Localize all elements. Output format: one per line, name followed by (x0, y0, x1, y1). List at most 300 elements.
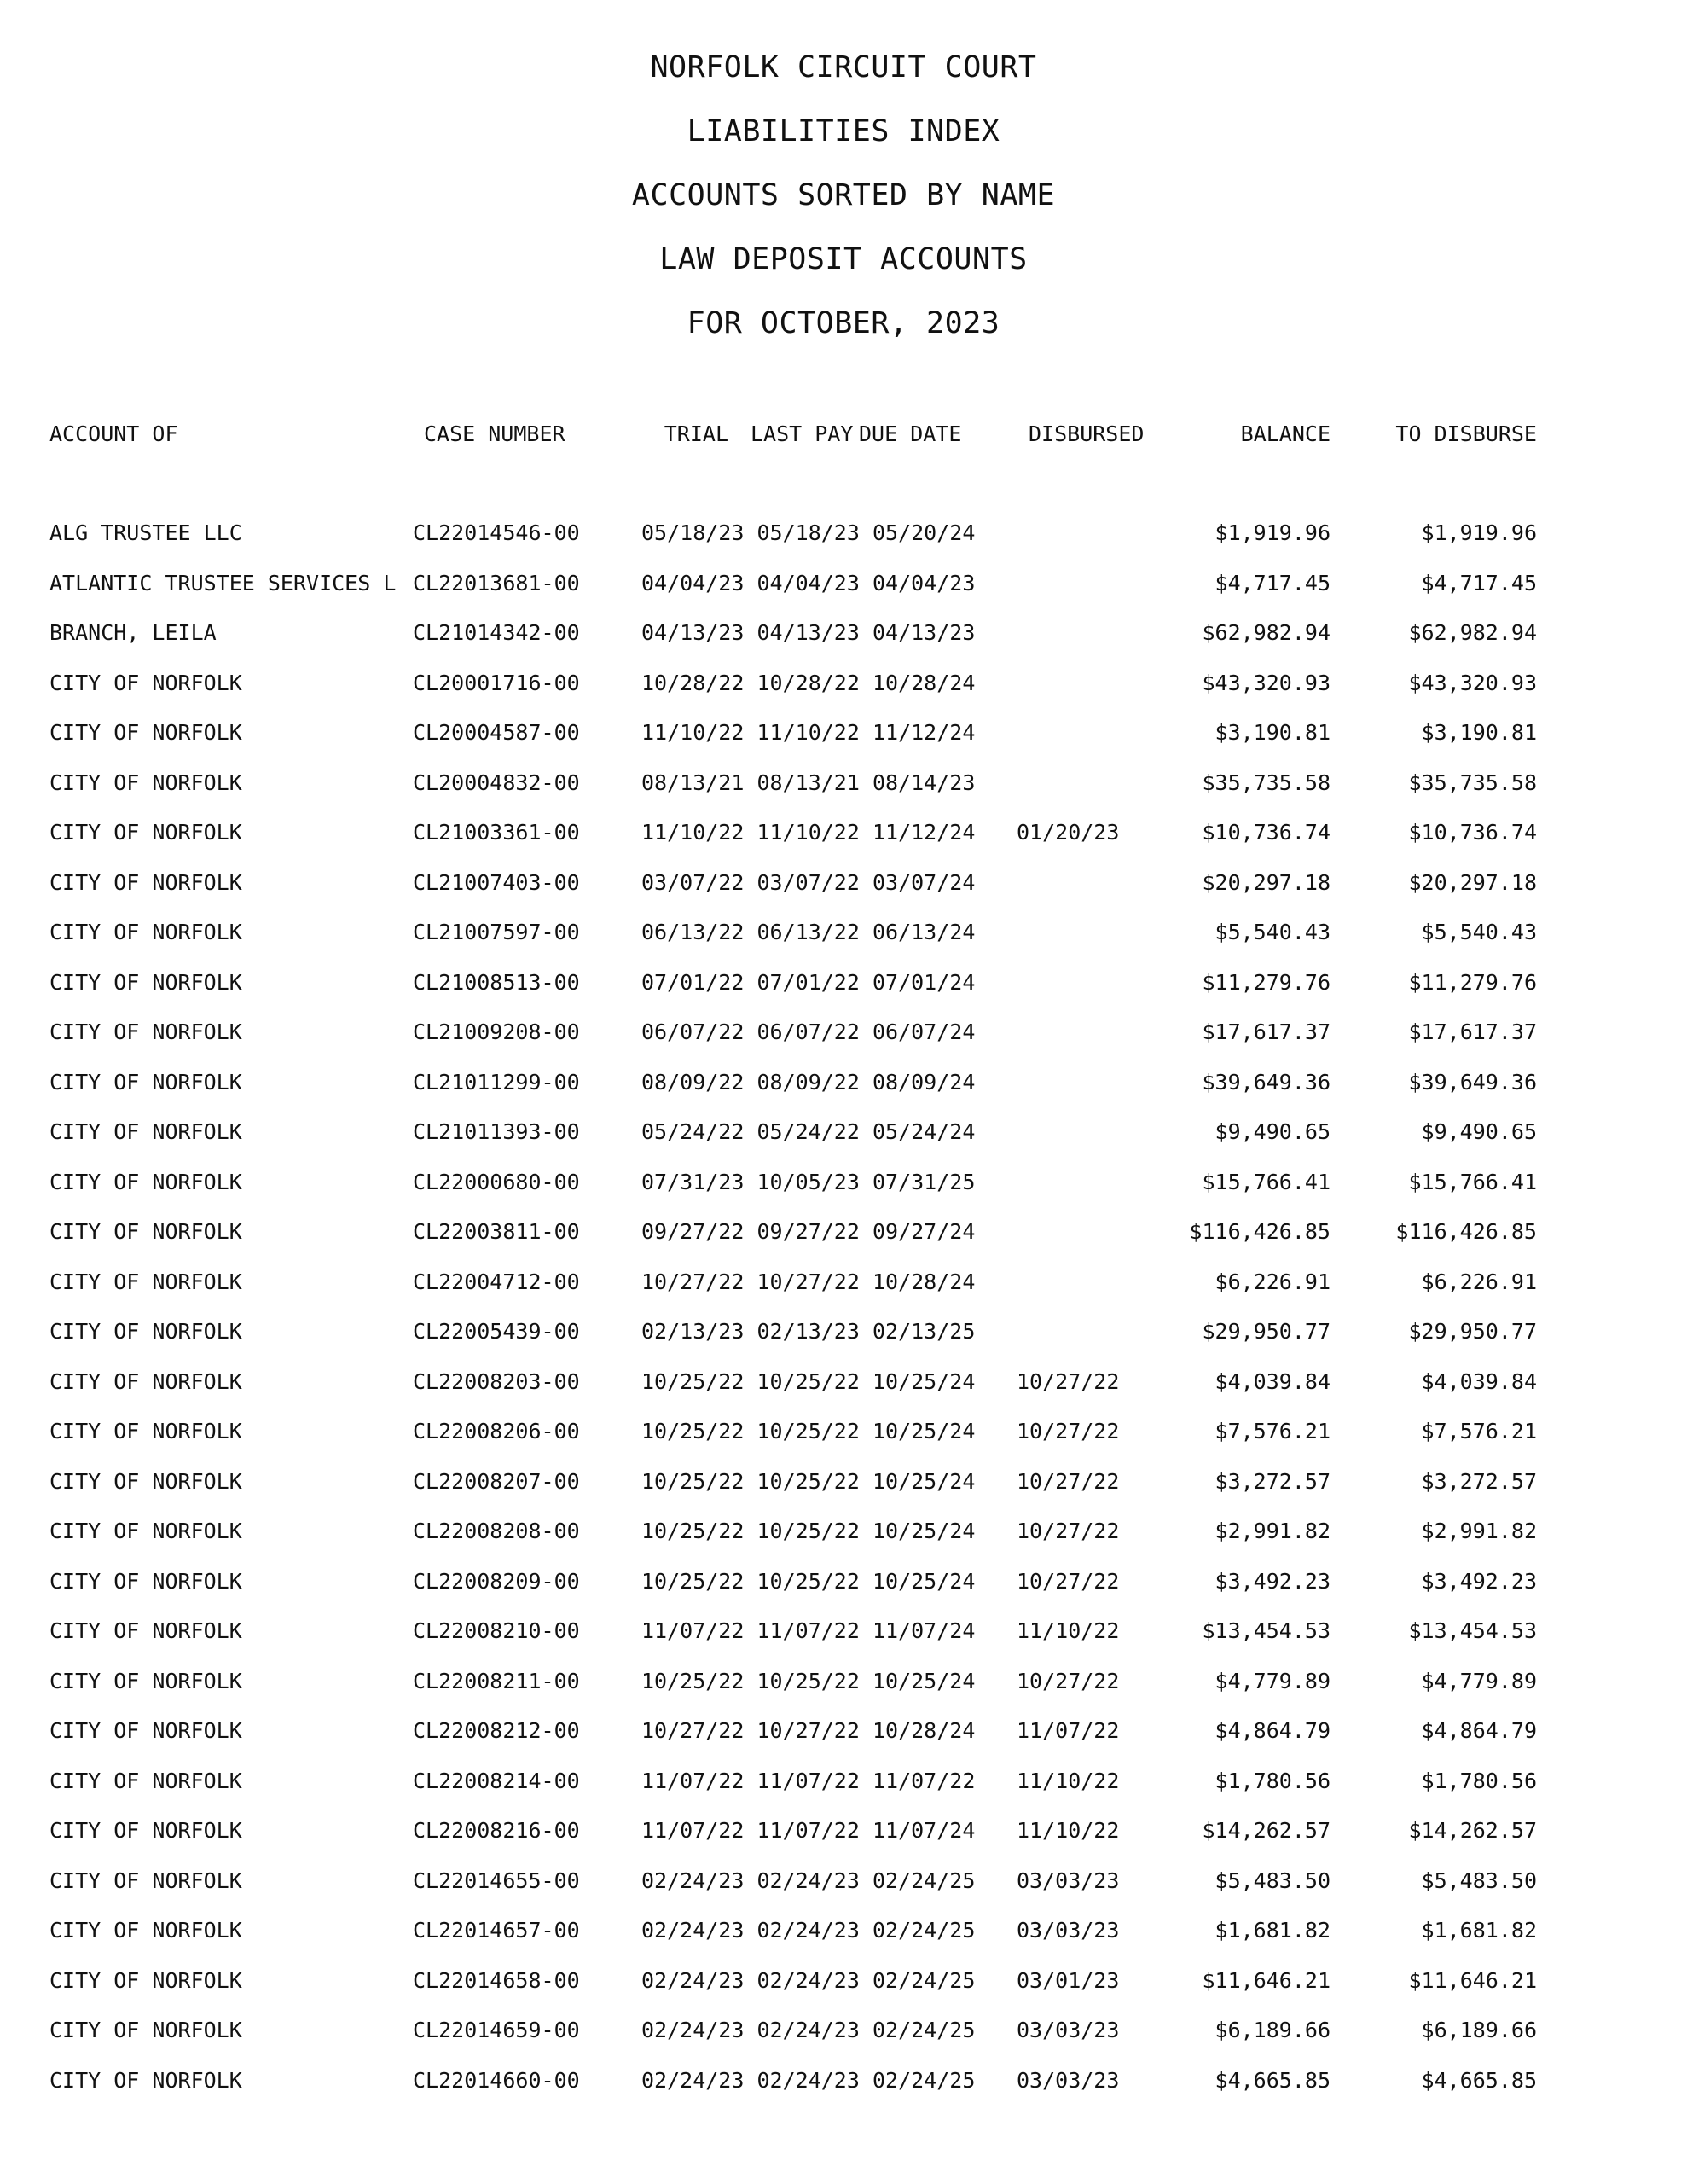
dates-cell (641, 1167, 975, 1198)
balance-cell: $39,649.36 (1202, 1069, 1330, 1095)
dates-cell (641, 1067, 975, 1098)
trial-date: 04/04/23 (641, 570, 745, 595)
disbursed-cell: 03/03/23 (1017, 2067, 1120, 2093)
balance-cell: $3,492.23 (1215, 1568, 1330, 1594)
due-date: 05/20/24 (872, 520, 976, 545)
column-header-trial: TRIAL (664, 421, 728, 446)
account-of-cell: CITY OF NORFOLK (49, 1069, 242, 1095)
case-number-cell: CL20001716-00 (413, 670, 580, 695)
trial-date: 11/10/22 (641, 820, 745, 845)
trial-date: 03/07/22 (641, 869, 745, 895)
balance-cell: $15,766.41 (1202, 1169, 1330, 1194)
account-of-cell: ATLANTIC TRUSTEE SERVICES L (49, 570, 397, 595)
to-disburse-cell: $6,226.91 (1421, 1269, 1537, 1294)
case-number-cell: CL21011299-00 (413, 1069, 580, 1095)
dates-cell (641, 1117, 975, 1147)
table-row (0, 2065, 1687, 2116)
due-date: 10/28/24 (872, 1269, 976, 1294)
to-disburse-cell: $20,297.18 (1408, 869, 1537, 895)
to-disburse-cell: $9,490.65 (1421, 1119, 1537, 1144)
report-header (0, 49, 1687, 369)
case-number-cell: CL21014342-00 (413, 620, 580, 645)
account-of-cell: CITY OF NORFOLK (49, 2018, 242, 2042)
to-disburse-cell: $7,576.21 (1421, 1419, 1537, 1443)
account-of-cell: CITY OF NORFOLK (49, 1867, 242, 1893)
balance-cell: $116,426.85 (1189, 1219, 1330, 1244)
trial-date: 05/18/23 (641, 520, 745, 545)
balance-cell: $4,779.89 (1215, 1668, 1330, 1693)
due-date: 02/24/25 (872, 1918, 976, 1943)
dates-cell (641, 1566, 975, 1597)
to-disburse-cell: $4,039.84 (1421, 1368, 1537, 1394)
last-pay-date: 10/25/22 (757, 1468, 860, 1494)
due-date: 10/25/24 (872, 1568, 976, 1594)
balance-cell: $11,646.21 (1202, 1967, 1330, 1993)
last-pay-date: 10/25/22 (757, 1668, 860, 1693)
last-pay-date: 06/07/22 (757, 1019, 860, 1044)
table-row (0, 1516, 1687, 1566)
balance-cell: $11,279.76 (1202, 969, 1330, 995)
account-of-cell: CITY OF NORFOLK (49, 1668, 242, 1693)
account-of-cell: CITY OF NORFOLK (49, 2067, 242, 2093)
to-disburse-cell: $29,950.77 (1408, 1319, 1537, 1344)
disbursed-cell: 10/27/22 (1017, 1668, 1120, 1693)
balance-cell: $14,262.57 (1202, 1818, 1330, 1843)
balance-cell: $35,735.58 (1202, 770, 1330, 795)
trial-date: 02/13/23 (641, 1319, 745, 1344)
account-of-cell: CITY OF NORFOLK (49, 1967, 242, 1993)
case-number-cell: CL22008211-00 (413, 1668, 580, 1693)
to-disburse-cell: $4,864.79 (1421, 1718, 1537, 1743)
due-date: 08/09/24 (872, 1069, 976, 1095)
to-disburse-cell: $4,665.85 (1421, 2067, 1537, 2093)
account-of-cell: BRANCH, LEILA (49, 620, 217, 645)
to-disburse-cell: $62,982.94 (1408, 620, 1537, 645)
report-title-accounts: LAW DEPOSIT ACCOUNTS (659, 242, 1028, 276)
case-number-cell: CL21009208-00 (413, 1019, 580, 1044)
dates-cell (641, 1217, 975, 1247)
table-row (0, 1616, 1687, 1666)
due-date: 10/25/24 (872, 1419, 976, 1443)
due-date: 10/25/24 (872, 1468, 976, 1494)
last-pay-date: 10/28/22 (757, 670, 860, 695)
column-header-to-disburse: TO DISBURSE (1395, 421, 1537, 446)
disbursed-cell: 01/20/23 (1017, 820, 1120, 845)
balance-cell: $7,576.21 (1215, 1419, 1330, 1443)
trial-date: 10/25/22 (641, 1519, 745, 1543)
case-number-cell: CL21003361-00 (413, 820, 580, 845)
balance-cell: $1,780.56 (1215, 1768, 1330, 1793)
column-header-balance: BALANCE (1240, 421, 1330, 446)
dates-cell (641, 1866, 975, 1896)
last-pay-date: 10/27/22 (757, 1718, 860, 1743)
to-disburse-cell: $10,736.74 (1408, 820, 1537, 845)
to-disburse-cell: $3,492.23 (1421, 1568, 1537, 1594)
last-pay-date: 11/07/22 (757, 1618, 860, 1643)
balance-cell: $4,039.84 (1215, 1368, 1330, 1394)
to-disburse-cell: $4,779.89 (1421, 1668, 1537, 1693)
due-date: 10/28/24 (872, 670, 976, 695)
last-pay-date: 02/24/23 (757, 1867, 860, 1893)
last-pay-date: 09/27/22 (757, 1219, 860, 1244)
disbursed-cell: 11/10/22 (1017, 1618, 1120, 1643)
balance-cell: $6,226.91 (1215, 1269, 1330, 1294)
account-of-cell: CITY OF NORFOLK (49, 720, 242, 745)
account-of-cell: CITY OF NORFOLK (49, 770, 242, 795)
dates-cell (641, 518, 975, 549)
column-header-due-date: DUE DATE (859, 421, 962, 446)
disbursed-cell: 10/27/22 (1017, 1568, 1120, 1594)
dates-cell (641, 1666, 975, 1697)
case-number-cell: CL22014659-00 (413, 2018, 580, 2042)
account-of-cell: ALG TRUSTEE LLC (49, 520, 242, 545)
table-row (0, 1666, 1687, 1716)
table-row (0, 1167, 1687, 1217)
account-of-cell: CITY OF NORFOLK (49, 1718, 242, 1743)
balance-cell: $10,736.74 (1202, 820, 1330, 845)
trial-date: 07/01/22 (641, 969, 745, 995)
trial-date: 05/24/22 (641, 1119, 745, 1144)
trial-date: 10/28/22 (641, 670, 745, 695)
last-pay-date: 04/13/23 (757, 620, 860, 645)
dates-cell (641, 2015, 975, 2046)
to-disburse-cell: $17,617.37 (1408, 1019, 1537, 1044)
account-of-cell: CITY OF NORFOLK (49, 1319, 242, 1344)
due-date: 03/07/24 (872, 869, 976, 895)
balance-cell: $13,454.53 (1202, 1618, 1330, 1643)
case-number-cell: CL22014546-00 (413, 520, 580, 545)
account-of-cell: CITY OF NORFOLK (49, 1419, 242, 1443)
trial-date: 08/13/21 (641, 770, 745, 795)
balance-cell: $6,189.66 (1215, 2018, 1330, 2042)
last-pay-date: 11/10/22 (757, 720, 860, 745)
disbursed-cell: 10/27/22 (1017, 1419, 1120, 1443)
due-date: 08/14/23 (872, 770, 976, 795)
dates-cell (641, 917, 975, 948)
dates-cell (641, 1616, 975, 1647)
last-pay-date: 11/10/22 (757, 820, 860, 845)
table-row (0, 1815, 1687, 1866)
dates-cell (641, 1017, 975, 1048)
to-disburse-cell: $39,649.36 (1408, 1069, 1537, 1095)
account-of-cell: CITY OF NORFOLK (49, 1219, 242, 1244)
account-of-cell: CITY OF NORFOLK (49, 920, 242, 944)
due-date: 06/13/24 (872, 920, 976, 944)
report-title-court: NORFOLK CIRCUIT COURT (650, 50, 1037, 84)
last-pay-date: 10/25/22 (757, 1419, 860, 1443)
last-pay-date: 03/07/22 (757, 869, 860, 895)
balance-cell: $4,665.85 (1215, 2067, 1330, 2093)
balance-cell: $1,919.96 (1215, 520, 1330, 545)
last-pay-date: 02/24/23 (757, 1918, 860, 1943)
balance-cell: $4,864.79 (1215, 1718, 1330, 1743)
trial-date: 10/25/22 (641, 1368, 745, 1394)
due-date: 07/31/25 (872, 1169, 976, 1194)
dates-cell (641, 717, 975, 748)
balance-cell: $29,950.77 (1202, 1319, 1330, 1344)
disbursed-cell: 10/27/22 (1017, 1368, 1120, 1394)
trial-date: 04/13/23 (641, 620, 745, 645)
dates-cell (641, 2065, 975, 2096)
to-disburse-cell: $1,919.96 (1421, 520, 1537, 545)
account-of-cell: CITY OF NORFOLK (49, 1019, 242, 1044)
due-date: 05/24/24 (872, 1119, 976, 1144)
account-of-cell: CITY OF NORFOLK (49, 1119, 242, 1144)
due-date: 02/24/25 (872, 1867, 976, 1893)
case-number-cell: CL22014660-00 (413, 2067, 580, 2093)
to-disburse-cell: $1,681.82 (1421, 1918, 1537, 1943)
table-row (0, 1267, 1687, 1317)
trial-date: 08/09/22 (641, 1069, 745, 1095)
account-of-cell: CITY OF NORFOLK (49, 670, 242, 695)
trial-date: 10/27/22 (641, 1718, 745, 1743)
column-header-account-of: ACCOUNT OF (49, 421, 178, 446)
table-row (0, 618, 1687, 668)
case-number-cell: CL22008210-00 (413, 1618, 580, 1643)
account-of-cell: CITY OF NORFOLK (49, 1818, 242, 1843)
balance-cell: $3,272.57 (1215, 1468, 1330, 1494)
account-of-cell: CITY OF NORFOLK (49, 969, 242, 995)
balance-cell: $3,190.81 (1215, 720, 1330, 745)
case-number-cell: CL20004832-00 (413, 770, 580, 795)
account-of-cell: CITY OF NORFOLK (49, 1269, 242, 1294)
table-row (0, 1716, 1687, 1766)
last-pay-date: 06/13/22 (757, 920, 860, 944)
to-disburse-cell: $6,189.66 (1421, 2018, 1537, 2042)
dates-cell (641, 1416, 975, 1447)
dates-cell (641, 768, 975, 799)
table-row (0, 1117, 1687, 1167)
due-date: 02/24/25 (872, 1967, 976, 1993)
last-pay-date: 11/07/22 (757, 1818, 860, 1843)
trial-date: 10/25/22 (641, 1468, 745, 1494)
case-number-cell: CL22008208-00 (413, 1519, 580, 1543)
due-date: 11/12/24 (872, 820, 976, 845)
report-title-sort: ACCOUNTS SORTED BY NAME (631, 178, 1056, 212)
due-date: 02/13/25 (872, 1319, 976, 1344)
case-number-cell: CL22014658-00 (413, 1967, 580, 1993)
dates-cell (641, 1516, 975, 1547)
table-row (0, 1766, 1687, 1816)
table-row (0, 518, 1687, 568)
dates-cell (641, 1267, 975, 1298)
to-disburse-cell: $43,320.93 (1408, 670, 1537, 695)
to-disburse-cell: $14,262.57 (1408, 1818, 1537, 1843)
table-row (0, 817, 1687, 868)
column-header-disbursed: DISBURSED (1029, 421, 1145, 446)
trial-date: 02/24/23 (641, 2018, 745, 2042)
dates-cell (641, 1367, 975, 1397)
trial-date: 11/07/22 (641, 1818, 745, 1843)
table-row (0, 1915, 1687, 1966)
to-disburse-cell: $4,717.45 (1421, 570, 1537, 595)
due-date: 10/25/24 (872, 1519, 976, 1543)
to-disburse-cell: $15,766.41 (1408, 1169, 1537, 1194)
case-number-cell: CL22008206-00 (413, 1419, 580, 1443)
case-number-cell: CL22008214-00 (413, 1768, 580, 1793)
case-number-cell: CL22000680-00 (413, 1169, 580, 1194)
last-pay-date: 10/27/22 (757, 1269, 860, 1294)
table-row (0, 967, 1687, 1018)
due-date: 02/24/25 (872, 2018, 976, 2042)
case-number-cell: CL22008203-00 (413, 1368, 580, 1394)
due-date: 11/07/24 (872, 1818, 976, 1843)
case-number-cell: CL22003811-00 (413, 1219, 580, 1244)
dates-cell (641, 1815, 975, 1846)
trial-date: 11/10/22 (641, 720, 745, 745)
trial-date: 06/13/22 (641, 920, 745, 944)
trial-date: 09/27/22 (641, 1219, 745, 1244)
last-pay-date: 10/25/22 (757, 1519, 860, 1543)
due-date: 09/27/24 (872, 1219, 976, 1244)
disbursed-cell: 10/27/22 (1017, 1519, 1120, 1543)
last-pay-date: 02/13/23 (757, 1319, 860, 1344)
balance-cell: $9,490.65 (1215, 1119, 1330, 1144)
trial-date: 10/25/22 (641, 1419, 745, 1443)
dates-cell (641, 1316, 975, 1347)
trial-date: 11/07/22 (641, 1618, 745, 1643)
table-row (0, 1217, 1687, 1267)
dates-cell (641, 568, 975, 599)
disbursed-cell: 03/03/23 (1017, 1918, 1120, 1943)
last-pay-date: 08/09/22 (757, 1069, 860, 1095)
trial-date: 02/24/23 (641, 1867, 745, 1893)
trial-date: 02/24/23 (641, 1967, 745, 1993)
balance-cell: $4,717.45 (1215, 570, 1330, 595)
disbursed-cell: 11/10/22 (1017, 1768, 1120, 1793)
trial-date: 07/31/23 (641, 1169, 745, 1194)
table-row (0, 868, 1687, 918)
last-pay-date: 04/04/23 (757, 570, 860, 595)
last-pay-date: 02/24/23 (757, 2018, 860, 2042)
last-pay-date: 02/24/23 (757, 1967, 860, 1993)
account-of-cell: CITY OF NORFOLK (49, 1368, 242, 1394)
due-date: 11/07/24 (872, 1618, 976, 1643)
case-number-cell: CL22008209-00 (413, 1568, 580, 1594)
disbursed-cell: 10/27/22 (1017, 1468, 1120, 1494)
to-disburse-cell: $13,454.53 (1408, 1618, 1537, 1643)
to-disburse-cell: $116,426.85 (1395, 1219, 1537, 1244)
due-date: 06/07/24 (872, 1019, 976, 1044)
dates-cell (641, 817, 975, 848)
table-row (0, 768, 1687, 818)
dates-cell (641, 668, 975, 699)
account-of-cell: CITY OF NORFOLK (49, 1768, 242, 1793)
disbursed-cell: 03/03/23 (1017, 2018, 1120, 2042)
last-pay-date: 08/13/21 (757, 770, 860, 795)
case-number-cell: CL22008212-00 (413, 1718, 580, 1743)
balance-cell: $1,681.82 (1215, 1918, 1330, 1943)
last-pay-date: 05/18/23 (757, 520, 860, 545)
report-title-period: FOR OCTOBER, 2023 (687, 306, 1000, 340)
case-number-cell: CL21007597-00 (413, 920, 580, 944)
balance-cell: $17,617.37 (1202, 1019, 1330, 1044)
dates-cell (641, 1966, 975, 1996)
trial-date: 10/25/22 (641, 1568, 745, 1594)
last-pay-date: 02/24/23 (757, 2067, 860, 2093)
disbursed-cell: 03/01/23 (1017, 1967, 1120, 1993)
dates-cell (641, 1766, 975, 1797)
table-row (0, 1367, 1687, 1417)
last-pay-date: 05/24/22 (757, 1119, 860, 1144)
to-disburse-cell: $1,780.56 (1421, 1768, 1537, 1793)
case-number-cell: CL22008207-00 (413, 1468, 580, 1494)
account-of-cell: CITY OF NORFOLK (49, 1918, 242, 1943)
to-disburse-cell: $3,272.57 (1421, 1468, 1537, 1494)
due-date: 11/12/24 (872, 720, 976, 745)
accounts-table-body (0, 518, 1687, 2115)
dates-cell (641, 1467, 975, 1497)
due-date: 04/13/23 (872, 620, 976, 645)
balance-cell: $5,540.43 (1215, 920, 1330, 944)
balance-cell: $62,982.94 (1202, 620, 1330, 645)
to-disburse-cell: $2,991.82 (1421, 1519, 1537, 1543)
table-row (0, 1017, 1687, 1067)
trial-date: 06/07/22 (641, 1019, 745, 1044)
case-number-cell: CL22013681-00 (413, 570, 580, 595)
to-disburse-cell: $5,483.50 (1421, 1867, 1537, 1893)
account-of-cell: CITY OF NORFOLK (49, 1519, 242, 1543)
to-disburse-cell: $11,646.21 (1408, 1967, 1537, 1993)
trial-date: 02/24/23 (641, 2067, 745, 2093)
due-date: 10/25/24 (872, 1668, 976, 1693)
last-pay-date: 10/05/23 (757, 1169, 860, 1194)
dates-cell (641, 1716, 975, 1746)
trial-date: 11/07/22 (641, 1768, 745, 1793)
table-row (0, 1866, 1687, 1916)
table-row (0, 917, 1687, 967)
balance-cell: $43,320.93 (1202, 670, 1330, 695)
to-disburse-cell: $11,279.76 (1408, 969, 1537, 995)
disbursed-cell: 03/03/23 (1017, 1867, 1120, 1893)
disbursed-cell: 11/07/22 (1017, 1718, 1120, 1743)
trial-date: 10/27/22 (641, 1269, 745, 1294)
balance-cell: $5,483.50 (1215, 1867, 1330, 1893)
to-disburse-cell: $35,735.58 (1408, 770, 1537, 795)
account-of-cell: CITY OF NORFOLK (49, 820, 242, 845)
account-of-cell: CITY OF NORFOLK (49, 1169, 242, 1194)
account-of-cell: CITY OF NORFOLK (49, 869, 242, 895)
to-disburse-cell: $3,190.81 (1421, 720, 1537, 745)
column-header-row (0, 419, 1687, 450)
account-of-cell: CITY OF NORFOLK (49, 1568, 242, 1594)
balance-cell: $2,991.82 (1215, 1519, 1330, 1543)
due-date: 04/04/23 (872, 570, 976, 595)
trial-date: 02/24/23 (641, 1918, 745, 1943)
case-number-cell: CL21008513-00 (413, 969, 580, 995)
case-number-cell: CL21007403-00 (413, 869, 580, 895)
disbursed-cell: 11/10/22 (1017, 1818, 1120, 1843)
table-row (0, 1467, 1687, 1517)
dates-cell (641, 618, 975, 648)
table-row (0, 668, 1687, 718)
case-number-cell: CL22014657-00 (413, 1918, 580, 1943)
table-row (0, 1316, 1687, 1367)
table-row (0, 1966, 1687, 2016)
case-number-cell: CL22005439-00 (413, 1319, 580, 1344)
dates-cell (641, 868, 975, 898)
account-of-cell: CITY OF NORFOLK (49, 1468, 242, 1494)
dates-cell (641, 1915, 975, 1946)
last-pay-date: 11/07/22 (757, 1768, 860, 1793)
case-number-cell: CL22004712-00 (413, 1269, 580, 1294)
dates-cell (641, 967, 975, 998)
due-date: 07/01/24 (872, 969, 976, 995)
table-row (0, 1067, 1687, 1118)
table-row (0, 717, 1687, 768)
case-number-cell: CL20004587-00 (413, 720, 580, 745)
due-date: 11/07/22 (872, 1768, 976, 1793)
